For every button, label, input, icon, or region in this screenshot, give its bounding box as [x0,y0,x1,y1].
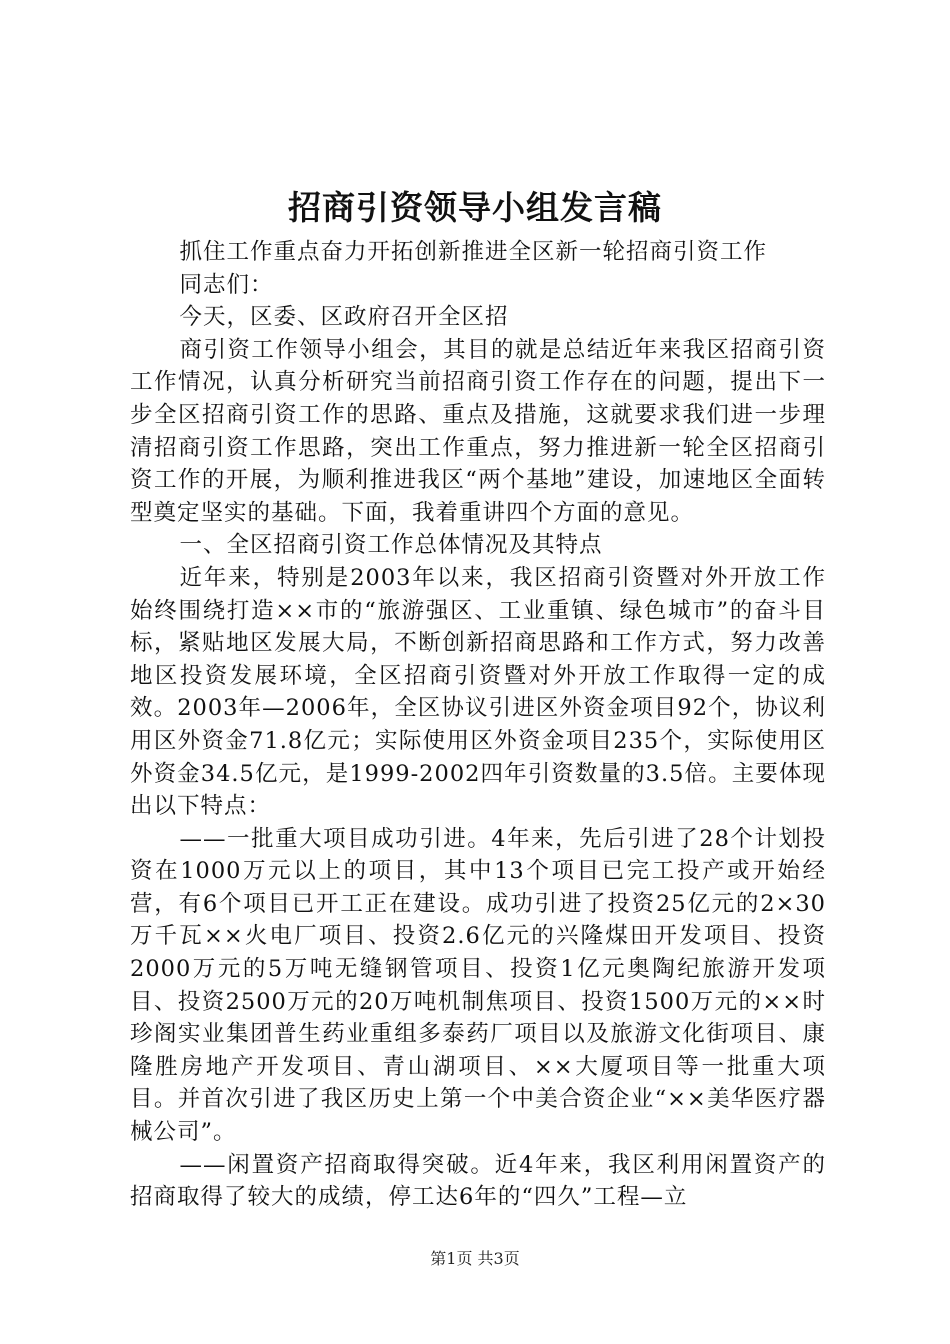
document-title: 招商引资领导小组发言稿 [288,188,662,227]
subtitle-paragraph: 抓住工作重点奋力开拓创新推进全区新一轮招商引资工作 [179,239,768,265]
body-paragraph: 近年来，特别是2003年以来，我区招商引资暨对外开放工作始终围绕打造××市的“旅游强区、工业重镇、绿色城市”的奋斗目标，紧贴地区发展大局，不断创新招商思路和工作方式，努力改善地区投资发展环境，全区招商引资暨对外开放工作取得一定的成效。2003年—2006年，全区协议引进区外资金项目92个，协议利用区外资金71.8亿元；实际使用区外资金项目235个，实际使用区外资金34.5亿元，是1999-2002四年引资数量的3.5倍。主要体现出以下特点： [130,564,826,820]
body-paragraph: ——闲置资产招商取得突破。近4年来，我区利用闲置资产的招商取得了较大的成绩，停工达6年的“四久”工程—立 [130,1151,826,1211]
section-heading: 一、全区招商引资工作总体情况及其特点 [179,532,603,559]
body-paragraph: 商引资工作领导小组会，其目的就是总结近年来我区招商引资工作情况，认真分析研究当前招商引资工作存在的问题，提出下一步全区招商引资工作的思路、重点及措施，这就要求我们进一步理清招商引资工作思路，突出工作重点，努力推进新一轮全区招商引资工作的开展，为顺利推进我区“两个基地”建设，加速地区全面转型奠定坚实的基础。下面，我着重讲四个方面的意见。 [130,336,826,526]
page-number: 第1页 共3页 [430,1249,520,1268]
salutation-paragraph: 同志们： [179,271,274,298]
document-body [130,236,826,1214]
body-paragraph: ——一批重大项目成功引进。4年来，先后引进了28个计划投资在1000万元以上的项目，其中13个项目已完工投产或开始经营，有6个项目已开工正在建设。成功引进了投资25亿元的2×30万千瓦××火电厂项目、投资2.6亿元的兴隆煤田开发项目、投资2000万元的5万吨无缝钢管项目、投资1亿元奥陶纪旅游开发项目、投资2500万元的20万吨机制焦项目、投资1500万元的××时珍阁实业集团普生药业重组多泰药厂项目以及旅游文化街项目、康隆胜房地产开发项目、青山湖项目、××大厦项目等一批重大项目。并首次引进了我区历史上第一个中美合资企业“××美华医疗器械公司”。 [130,825,826,1146]
body-paragraph: 今天，区委、区政府召开全区招 [179,304,509,331]
